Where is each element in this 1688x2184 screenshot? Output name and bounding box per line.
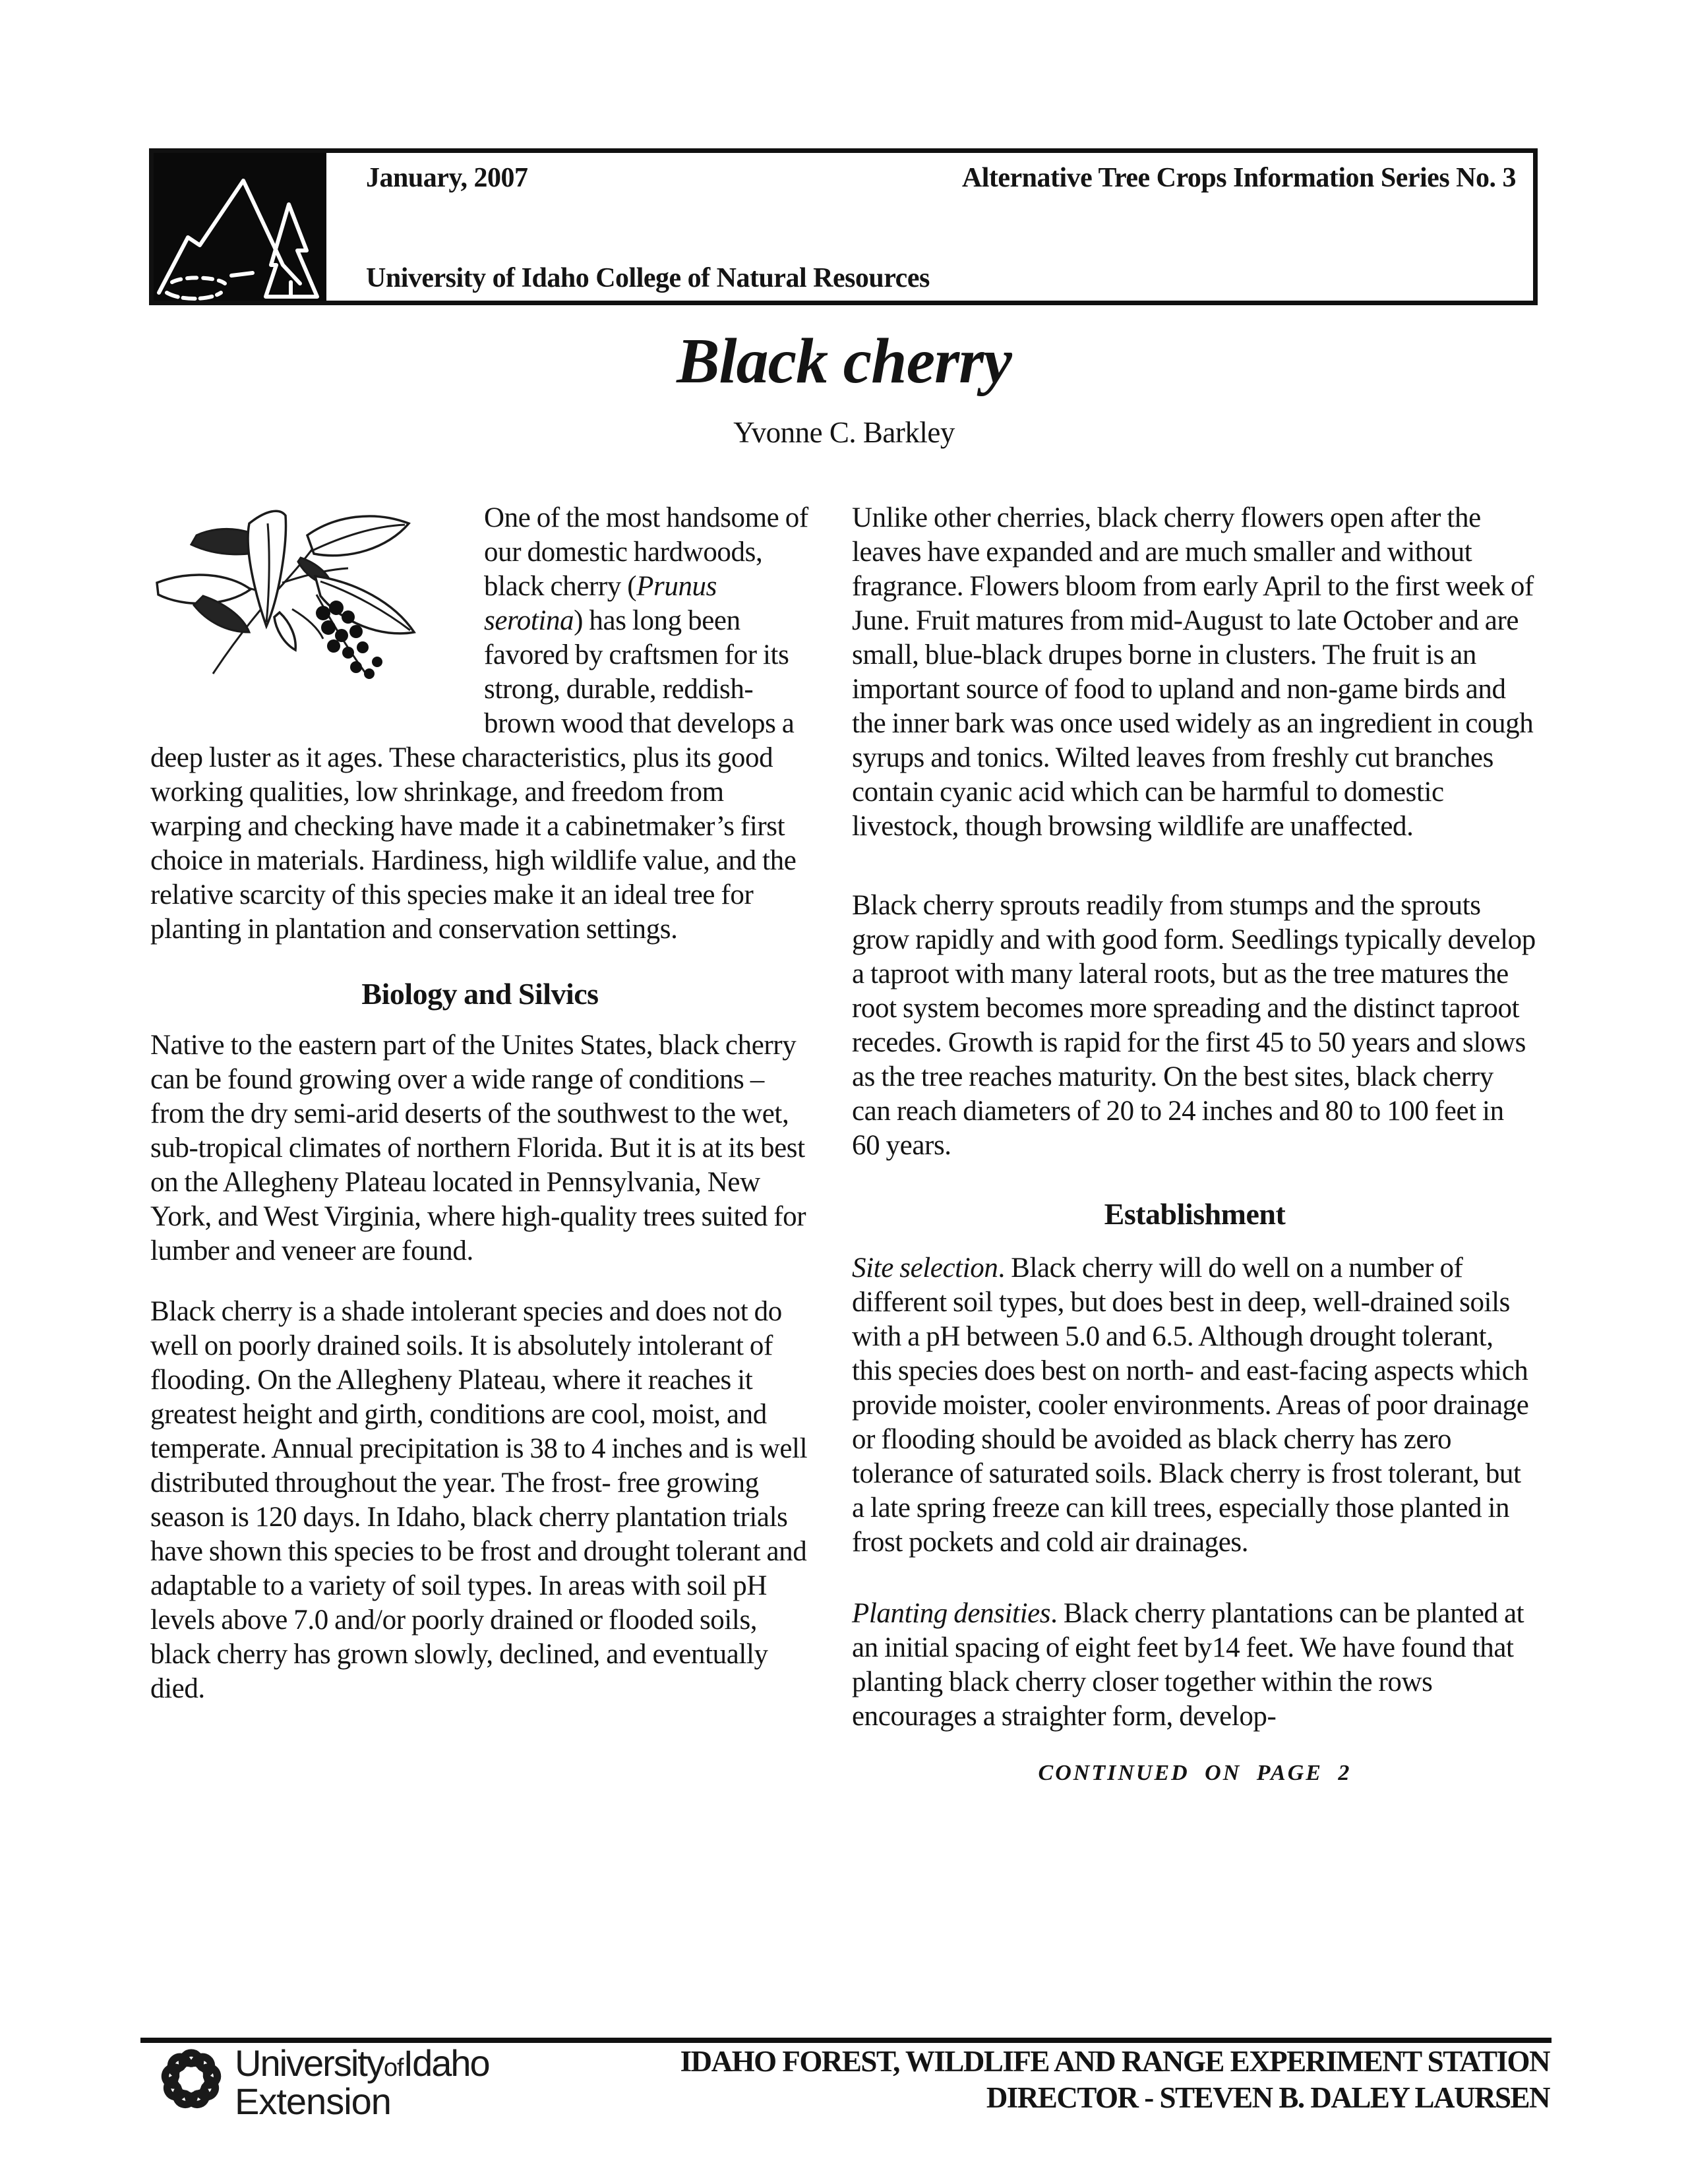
mountain-tree-icon [154,153,326,301]
right-column [852,501,1538,1790]
intro-text-before: One of the most handsome of our domestic hardwoods, black cherry ( [484,502,808,602]
intro-paragraph [150,501,810,947]
header-text [346,153,1533,301]
black-cherry-branch-drawing [150,497,440,695]
flowers-paragraph: Unlike other cherries, black cherry flowers open after the leaves have expanded and are much smaller and without fragrance. Flowers bloom from early April to the first week of June. Fruit matures from mid-August to late October and are small, blue-black drupes borne in clusters. The fruit is an important source of food to upland and non-game birds and the inner bark was once used widely as an ingredient in cough syrups and tonics. Wilted leaves from freshly cut branches contain cyanic acid which can be harmful to domestic livestock, though browsing wildlife are unaffected. [852,502,1534,842]
site-selection-paragraph [852,1251,1538,1560]
species-name: Prunus serotina [484,571,717,636]
extension-logo [157,2042,489,2122]
extension-logo-text [235,2042,489,2122]
station-name: IDAHO FOREST, WILDLIFE AND RANGE EXPERIMENT STATION [680,2045,1550,2078]
college-name: University of Idaho College of Natural Resources [366,263,930,293]
left-column [150,501,810,1790]
header-banner [149,148,1538,305]
logo-extension: Extension [235,2081,391,2122]
planting-densities-text: . Black cherry plantations can be planted at an initial spacing of eight feet by14 feet. We have found that planting black cherry closer together within the rows encourages a straighter form, develop- [852,1598,1524,1732]
series-title: Alternative Tree Crops Information Series No. 3 [961,163,1516,193]
logo-idaho: Idaho [403,2042,489,2084]
extension-sunburst-icon [157,2045,226,2113]
biology-paragraph-1: Native to the eastern part of the Unites States, black cherry can be found growing over a wide range of conditions – from the dry semi-arid deserts of the southwest to the wet, sub-tropical climates of northern Florida. But it is at its best on the Allegheny Plateau located in Pennsylvania, New York, and West Virginia, where high-quality trees suited for lumber and veneer are found. [150,1030,806,1266]
site-selection-text: . Black cherry will do well on a number of different soil types, but does best in deep, well-drained soils with a pH between 5.0 and 6.5. Although drought tolerant, this species does best on north- and east-facing aspects which provide moister, cooler environments. Areas of poor drainage or flooding should be avoided as black cherry has zero tolerance of saturated soils. Black cherry is frost tolerant, but a late spring freeze can kill trees, especially those planted in frost pockets and cold air drainages. [852,1253,1529,1558]
issue-date: January, 2007 [366,163,528,193]
black-cherry-branch-illustration [150,497,447,737]
site-selection-lead: Site selection [852,1253,998,1284]
author-byline: Yvonne C. Barkley [733,416,955,449]
director-name: DIRECTOR - STEVEN B. DALEY LAURSEN [986,2081,1550,2114]
section-heading-establishment: Establishment [1104,1197,1286,1231]
planting-densities-paragraph [852,1597,1538,1734]
biology-paragraph-2: Black cherry is a shade intolerant species and does not do well on poorly drained soils. It is absolutely intolerant of flooding. On the Allegheny Plateau, where it reaches it greatest height and girth, conditions are cool, moist, and temperate. Annual precipitation is 38 to 4 inches and is well distributed throughout the year. The frost- free growing season is 120 days. In Idaho, black cherry plantation trials have shown this species to be frost and drought tolerant and adaptable to a variety of soil types. In areas with soil pH levels above 7.0 and/or poorly drained or flooded soils, black cherry has grown slowly, declined, and eventually died. [150,1296,808,1704]
section-heading-biology: Biology and Silvics [361,977,599,1011]
page-title: Black cherry [677,326,1011,397]
station-credit [680,2044,1550,2116]
mountain-and-tree-logo-icon [154,153,326,301]
logo-of: of [383,2054,404,2082]
body-columns [150,501,1538,1790]
planting-densities-lead: Planting densities [852,1598,1051,1629]
logo-university: University [235,2042,384,2084]
intro-text-after: ) has long been favored by craftsmen for its strong, durable, reddish-brown wood that develops a deep luster as it ages. These characteristics, plus its good working qualities, low shrinkage, and freedom from warping and checking have made it a cabinetmaker’s first choice in materials. Hardiness, high wildlife value, and the relative scarcity of this species make it an ideal tree for planting in plantation and conservation settings. [150,605,797,945]
continued-notice: CONTINUED ON PAGE 2 [1038,1761,1352,1785]
sprouts-paragraph: Black cherry sprouts readily from stumps and the sprouts grow rapidly and with good form. Seedlings typically develop a taproot with many lateral roots, but as the tree matures the root system becomes more spreading and the distinct taproot recedes. Growth is rapid for the first 45 to 50 years and slows as the tree reaches maturity. On the best sites, black cherry can reach diameters of 20 to 24 inches and 80 to 100 feet in 60 years. [852,890,1536,1161]
